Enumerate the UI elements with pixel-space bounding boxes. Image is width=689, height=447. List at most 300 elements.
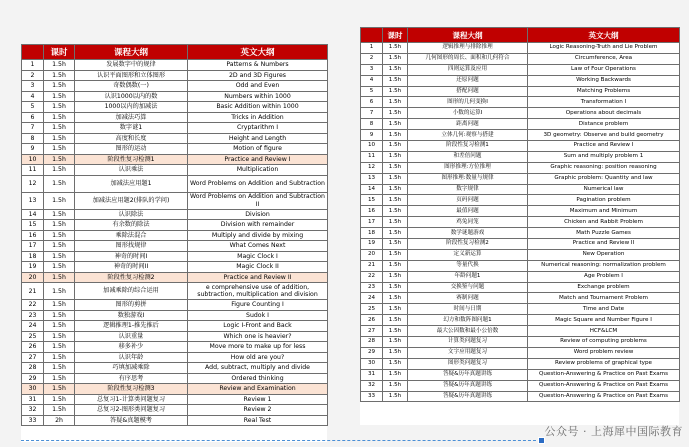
row-index: 22 xyxy=(22,300,44,311)
row-hours: 1.5h xyxy=(383,293,408,304)
row-index: 31 xyxy=(22,394,44,405)
table-row xyxy=(22,144,328,155)
row-english-outline: Graphic reasoning: position reasoning xyxy=(528,162,680,173)
row-index: 31 xyxy=(361,369,383,380)
row-course-outline: 图形推理:数量与规律 xyxy=(408,173,528,184)
row-course-outline: 幻方和数阵图问题1 xyxy=(408,315,528,326)
row-course-outline: 小数的运算I xyxy=(408,108,528,119)
table-row xyxy=(361,151,680,162)
row-index: 6 xyxy=(22,112,44,123)
row-index: 27 xyxy=(22,352,44,363)
row-course-outline: 乘除法混合 xyxy=(75,230,188,241)
row-course-outline: 1000以内的加减法 xyxy=(75,102,188,113)
row-course-outline: 逻辑推理与排除推理 xyxy=(408,43,528,54)
table-row xyxy=(361,239,680,250)
table-row xyxy=(22,60,328,71)
table-row xyxy=(22,175,328,192)
row-course-outline: 立体几何:观察与搭建 xyxy=(408,130,528,141)
row-index: 1 xyxy=(22,60,44,71)
row-english-outline: Review problems of graphical type xyxy=(528,358,680,369)
table-row xyxy=(361,184,680,195)
row-course-outline: 加减乘除的综合运用 xyxy=(75,283,188,300)
row-english-outline: Multiply and divide by mixing xyxy=(188,230,328,241)
row-course-outline: 四则运算及应用 xyxy=(408,64,528,75)
row-hours: 1.5h xyxy=(383,249,408,260)
row-index: 25 xyxy=(22,331,44,342)
row-index: 19 xyxy=(22,262,44,273)
table-row xyxy=(361,358,680,369)
table-row xyxy=(361,43,680,54)
row-english-outline: 2D and 3D Figures xyxy=(188,70,328,81)
row-english-outline: Age Problem I xyxy=(528,271,680,282)
table-row xyxy=(22,91,328,102)
row-course-outline: 几何图形的周长、面积和几何符合 xyxy=(408,53,528,64)
row-hours: 1.5h xyxy=(44,283,75,300)
table-row xyxy=(22,154,328,165)
row-english-outline: Cryptarithm I xyxy=(188,123,328,134)
row-hours: 1.5h xyxy=(44,81,75,92)
table-header-row xyxy=(22,45,328,60)
row-english-outline: Practice and Review II xyxy=(188,272,328,283)
row-hours: 1.5h xyxy=(383,326,408,337)
row-index: 2 xyxy=(22,70,44,81)
row-english-outline: Review of computing problems xyxy=(528,337,680,348)
row-course-outline: 图形推理:方位推理 xyxy=(408,162,528,173)
row-hours: 1.5h xyxy=(44,70,75,81)
row-english-outline: Patterns & Numbers xyxy=(188,60,328,71)
left-table-body xyxy=(22,60,328,426)
row-course-outline: 答疑&历年真题讲练 xyxy=(408,380,528,391)
row-hours: 1.5h xyxy=(383,173,408,184)
row-english-outline: Pagination problem xyxy=(528,195,680,206)
row-course-outline: 定义新运算 xyxy=(408,249,528,260)
table-row xyxy=(22,352,328,363)
row-course-outline: 等量代换 xyxy=(408,260,528,271)
row-course-outline: 移多补少 xyxy=(75,342,188,353)
table-row xyxy=(22,405,328,416)
table-row xyxy=(361,64,680,75)
row-course-outline: 加减法应用题1 xyxy=(75,175,188,192)
row-hours: 1.5h xyxy=(383,380,408,391)
table-row xyxy=(361,217,680,228)
table-row xyxy=(361,53,680,64)
table-row xyxy=(361,141,680,152)
row-hours: 1.5h xyxy=(44,405,75,416)
row-hours: 1.5h xyxy=(44,102,75,113)
row-index: 33 xyxy=(361,391,383,402)
row-index: 20 xyxy=(22,272,44,283)
table-row xyxy=(22,220,328,231)
row-hours: 1.5h xyxy=(383,184,408,195)
row-index: 4 xyxy=(22,91,44,102)
table-row xyxy=(22,373,328,384)
row-hours: 1.5h xyxy=(383,228,408,239)
row-hours: 1.5h xyxy=(383,108,408,119)
row-hours: 1.5h xyxy=(44,209,75,220)
row-course-outline: 阶段性复习检测3 xyxy=(75,384,188,395)
table-row xyxy=(361,162,680,173)
row-course-outline: 认识平面图形和立体图形 xyxy=(75,70,188,81)
row-course-outline: 有序思考 xyxy=(75,373,188,384)
row-index: 23 xyxy=(22,310,44,321)
header-course-outline: 课程大纲 xyxy=(75,45,188,60)
row-hours: 1.5h xyxy=(44,394,75,405)
row-english-outline: Circumference, Area xyxy=(528,53,680,64)
row-hours: 1.5h xyxy=(383,369,408,380)
row-english-outline: Sudok I xyxy=(188,310,328,321)
table-row xyxy=(22,133,328,144)
row-course-outline: 和差倍问题 xyxy=(408,151,528,162)
row-course-outline: 数字规律 xyxy=(408,184,528,195)
row-english-outline: Which one is heavier? xyxy=(188,331,328,342)
row-english-outline: Maximum and Minimum xyxy=(528,206,680,217)
row-hours: 1.5h xyxy=(383,130,408,141)
row-english-outline: Move more to make up for less xyxy=(188,342,328,353)
row-hours: 1.5h xyxy=(383,97,408,108)
table-row xyxy=(361,97,680,108)
table-header-row xyxy=(361,28,680,43)
row-hours: 1.5h xyxy=(44,133,75,144)
table-row xyxy=(22,262,328,273)
row-index: 20 xyxy=(361,249,383,260)
row-course-outline: 认识重量 xyxy=(75,331,188,342)
row-index: 3 xyxy=(361,64,383,75)
table-row xyxy=(361,195,680,206)
row-english-outline: Word Problems on Addition and Subtraction xyxy=(188,175,328,192)
right-syllabus-table xyxy=(360,27,680,402)
row-hours: 1.5h xyxy=(383,151,408,162)
table-row xyxy=(22,209,328,220)
row-hours: 1.5h xyxy=(383,162,408,173)
row-hours: 1.5h xyxy=(383,347,408,358)
row-index: 24 xyxy=(361,293,383,304)
row-course-outline: 认识除法 xyxy=(75,209,188,220)
row-index: 1 xyxy=(361,43,383,54)
row-english-outline: Exchange problem xyxy=(528,282,680,293)
header-index xyxy=(22,45,44,60)
row-course-outline: 计算类问题复习 xyxy=(408,337,528,348)
row-english-outline: Tricks in Addition xyxy=(188,112,328,123)
row-hours: 1.5h xyxy=(383,271,408,282)
row-english-outline: Match and Tournament Problem xyxy=(528,293,680,304)
row-hours: 1.5h xyxy=(383,304,408,315)
row-course-outline: 数字谜1 xyxy=(75,123,188,134)
row-course-outline: 认识年龄 xyxy=(75,352,188,363)
row-english-outline: Time and Date xyxy=(528,304,680,315)
row-index: 12 xyxy=(22,175,44,192)
header-index xyxy=(361,28,383,43)
row-index: 21 xyxy=(361,260,383,271)
row-index: 11 xyxy=(22,165,44,176)
row-english-outline: Figure Counting I xyxy=(188,300,328,311)
row-english-outline: Practice and Review I xyxy=(188,154,328,165)
row-english-outline: Matching Problems xyxy=(528,86,680,97)
row-hours: 1.5h xyxy=(383,119,408,130)
row-index: 9 xyxy=(22,144,44,155)
table-row xyxy=(361,391,680,402)
table-row xyxy=(361,86,680,97)
row-course-outline: 神奇的时间I xyxy=(75,251,188,262)
row-english-outline: Ordered thinking xyxy=(188,373,328,384)
row-index: 16 xyxy=(361,206,383,217)
table-row xyxy=(22,241,328,252)
row-index: 11 xyxy=(361,151,383,162)
row-hours: 1.5h xyxy=(383,195,408,206)
row-hours: 1.5h xyxy=(44,384,75,395)
row-english-outline: HCF&LCM xyxy=(528,326,680,337)
row-index: 17 xyxy=(361,217,383,228)
row-english-outline: Numerical law xyxy=(528,184,680,195)
row-english-outline: Graphic problem: Quantity and law xyxy=(528,173,680,184)
row-course-outline: 页码问题 xyxy=(408,195,528,206)
row-course-outline: 最大公因数和最小公倍数 xyxy=(408,326,528,337)
table-row xyxy=(22,394,328,405)
table-row xyxy=(22,123,328,134)
row-hours: 1.5h xyxy=(383,75,408,86)
row-course-outline: 答疑&真题模考 xyxy=(75,415,188,426)
row-index: 2 xyxy=(361,53,383,64)
table-row xyxy=(22,192,328,209)
row-english-outline: Magic Square and Number Figure I xyxy=(528,315,680,326)
row-english-outline: Practice and Review II xyxy=(528,239,680,250)
row-course-outline: 搭配问题 xyxy=(408,86,528,97)
row-index: 30 xyxy=(361,358,383,369)
table-row xyxy=(361,369,680,380)
table-row xyxy=(22,102,328,113)
left-syllabus-table xyxy=(21,44,328,426)
table-row xyxy=(22,251,328,262)
row-index: 14 xyxy=(361,184,383,195)
row-course-outline: 加减法巧算 xyxy=(75,112,188,123)
row-hours: 1.5h xyxy=(383,239,408,250)
table-row xyxy=(361,249,680,260)
row-english-outline: Review 2 xyxy=(188,405,328,416)
row-english-outline: Question-Answering & Practice on Past Exams xyxy=(528,369,680,380)
row-course-outline: 认识乘法 xyxy=(75,165,188,176)
row-index: 9 xyxy=(361,130,383,141)
row-english-outline: Real Test xyxy=(188,415,328,426)
row-course-outline: 有余数的除法 xyxy=(75,220,188,231)
row-index: 8 xyxy=(22,133,44,144)
row-course-outline: 图形的几何变换I xyxy=(408,97,528,108)
row-index: 8 xyxy=(361,119,383,130)
row-index: 27 xyxy=(361,326,383,337)
row-english-outline: Basic Addition within 1000 xyxy=(188,102,328,113)
table-row xyxy=(361,315,680,326)
row-english-outline: Numbers within 1000 xyxy=(188,91,328,102)
table-row xyxy=(22,321,328,332)
row-index: 23 xyxy=(361,282,383,293)
row-hours: 1.5h xyxy=(383,282,408,293)
row-english-outline: Transformation I xyxy=(528,97,680,108)
row-english-outline: e comprehensive use of addition, subtraction, multiplication and division xyxy=(188,283,328,300)
row-course-outline: 阶段性复习检测2 xyxy=(75,272,188,283)
table-row xyxy=(22,70,328,81)
row-hours: 1.5h xyxy=(44,123,75,134)
table-row xyxy=(22,384,328,395)
row-index: 29 xyxy=(22,373,44,384)
row-index: 22 xyxy=(361,271,383,282)
row-index: 3 xyxy=(22,81,44,92)
row-hours: 1.5h xyxy=(44,192,75,209)
row-course-outline: 总复习2-图形类问题复习 xyxy=(75,405,188,416)
row-course-outline: 图形的剪拼 xyxy=(75,300,188,311)
table-row xyxy=(22,230,328,241)
row-hours: 1.5h xyxy=(44,241,75,252)
row-index: 16 xyxy=(22,230,44,241)
row-index: 12 xyxy=(361,162,383,173)
row-course-outline: 答疑&历年真题讲练 xyxy=(408,369,528,380)
watermark-text: 公众号 · 上海犀中国际教育 xyxy=(544,425,683,438)
row-hours: 1.5h xyxy=(44,60,75,71)
right-syllabus-sheet xyxy=(360,27,679,425)
row-index: 7 xyxy=(361,108,383,119)
row-hours: 1.5h xyxy=(383,358,408,369)
header-english-outline: 英文大纲 xyxy=(528,28,680,43)
table-row xyxy=(361,75,680,86)
row-course-outline: 图形找规律 xyxy=(75,241,188,252)
row-hours: 1.5h xyxy=(383,217,408,228)
row-hours: 2h xyxy=(44,415,75,426)
row-index: 28 xyxy=(22,363,44,374)
row-course-outline: 图形的运动 xyxy=(75,144,188,155)
row-course-outline: 数学谜题游戏 xyxy=(408,228,528,239)
watermark xyxy=(545,423,684,439)
row-course-outline: 赛制问题 xyxy=(408,293,528,304)
row-index: 4 xyxy=(361,75,383,86)
row-course-outline: 阶段性复习检测1 xyxy=(75,154,188,165)
row-english-outline: Question-Answering & Practice on Past Exams xyxy=(528,391,680,402)
row-hours: 1.5h xyxy=(44,262,75,273)
row-english-outline: Question-Answering & Practice on Past Exams xyxy=(528,380,680,391)
row-hours: 1.5h xyxy=(44,165,75,176)
row-index: 21 xyxy=(22,283,44,300)
row-course-outline: 距离问题 xyxy=(408,119,528,130)
row-hours: 1.5h xyxy=(44,91,75,102)
row-index: 15 xyxy=(361,195,383,206)
row-english-outline: 3D geometry: Observe and build geometry xyxy=(528,130,680,141)
row-hours: 1.5h xyxy=(383,43,408,54)
row-course-outline: 图形类问题复习 xyxy=(408,358,528,369)
row-hours: 1.5h xyxy=(44,321,75,332)
row-course-outline: 高度和长度 xyxy=(75,133,188,144)
row-course-outline: 阶段性复习检测1 xyxy=(408,141,528,152)
table-row xyxy=(361,271,680,282)
row-english-outline: Review and Examination xyxy=(188,384,328,395)
row-english-outline: Review 1 xyxy=(188,394,328,405)
row-english-outline: Division xyxy=(188,209,328,220)
row-course-outline: 交换鉴与问题 xyxy=(408,282,528,293)
row-english-outline: Law of Four Operations xyxy=(528,64,680,75)
row-english-outline: Practice and Review I xyxy=(528,141,680,152)
table-row xyxy=(22,310,328,321)
table-row xyxy=(22,363,328,374)
table-row xyxy=(22,300,328,311)
row-index: 24 xyxy=(22,321,44,332)
row-hours: 1.5h xyxy=(383,86,408,97)
row-course-outline: 答疑&历年真题讲练 xyxy=(408,391,528,402)
table-row xyxy=(361,293,680,304)
row-index: 7 xyxy=(22,123,44,134)
row-index: 13 xyxy=(361,173,383,184)
row-english-outline: Operations about decimals xyxy=(528,108,680,119)
table-row xyxy=(361,337,680,348)
row-hours: 1.5h xyxy=(44,363,75,374)
row-course-outline: 时间与日期 xyxy=(408,304,528,315)
row-hours: 1.5h xyxy=(383,260,408,271)
row-english-outline: Motion of figure xyxy=(188,144,328,155)
row-english-outline: Logic I-Front and Back xyxy=(188,321,328,332)
table-row xyxy=(22,342,328,353)
header-course-outline: 课程大纲 xyxy=(408,28,528,43)
row-index: 32 xyxy=(361,380,383,391)
row-hours: 1.5h xyxy=(383,391,408,402)
row-hours: 1.5h xyxy=(383,53,408,64)
row-course-outline: 文字应用题复习 xyxy=(408,347,528,358)
table-row xyxy=(361,119,680,130)
table-row xyxy=(361,347,680,358)
row-english-outline: New Operation xyxy=(528,249,680,260)
table-row xyxy=(22,112,328,123)
row-english-outline: Add, subtract, multiply and divide xyxy=(188,363,328,374)
header-english-outline: 英文大纲 xyxy=(188,45,328,60)
row-index: 10 xyxy=(361,141,383,152)
row-index: 13 xyxy=(22,192,44,209)
row-english-outline: Logic Reasoning-Truth and Lie Problem xyxy=(528,43,680,54)
row-hours: 1.5h xyxy=(44,112,75,123)
row-english-outline: Chicken and Rabbit Problem xyxy=(528,217,680,228)
table-row xyxy=(361,228,680,239)
row-hours: 1.5h xyxy=(44,175,75,192)
table-row xyxy=(361,304,680,315)
table-row xyxy=(361,206,680,217)
table-row xyxy=(361,282,680,293)
row-course-outline: 鸡兔同笼 xyxy=(408,217,528,228)
table-row xyxy=(361,260,680,271)
row-index: 26 xyxy=(22,342,44,353)
row-course-outline: 数独游戏I xyxy=(75,310,188,321)
table-row xyxy=(361,380,680,391)
row-english-outline: Word problem review xyxy=(528,347,680,358)
table-row xyxy=(361,108,680,119)
row-english-outline: What Comes Next xyxy=(188,241,328,252)
row-hours: 1.5h xyxy=(44,144,75,155)
row-hours: 1.5h xyxy=(44,373,75,384)
row-english-outline: Working Backwards xyxy=(528,75,680,86)
row-hours: 1.5h xyxy=(44,300,75,311)
row-hours: 1.5h xyxy=(44,230,75,241)
row-english-outline: Magic Clock I xyxy=(188,251,328,262)
row-course-outline: 逻辑推理1-推先推后 xyxy=(75,321,188,332)
row-course-outline: 阶段性复习检测2 xyxy=(408,239,528,250)
right-table-body xyxy=(361,43,680,402)
row-hours: 1.5h xyxy=(44,272,75,283)
row-index: 5 xyxy=(22,102,44,113)
row-course-outline: 总复习1-计算类问题复习 xyxy=(75,394,188,405)
row-course-outline: 发展数字中的规律 xyxy=(75,60,188,71)
row-index: 26 xyxy=(361,315,383,326)
row-english-outline: Math Puzzle Games xyxy=(528,228,680,239)
row-hours: 1.5h xyxy=(44,352,75,363)
row-english-outline: Division with remainder xyxy=(188,220,328,231)
row-index: 17 xyxy=(22,241,44,252)
row-english-outline: Numerical reasoning: normalization problem xyxy=(528,260,680,271)
row-english-outline: Sum and multiply problem 1 xyxy=(528,151,680,162)
selection-dashed-line xyxy=(21,440,541,441)
row-english-outline: Word Problems on Addition and Subtraction II xyxy=(188,192,328,209)
row-hours: 1.5h xyxy=(44,154,75,165)
row-index: 14 xyxy=(22,209,44,220)
